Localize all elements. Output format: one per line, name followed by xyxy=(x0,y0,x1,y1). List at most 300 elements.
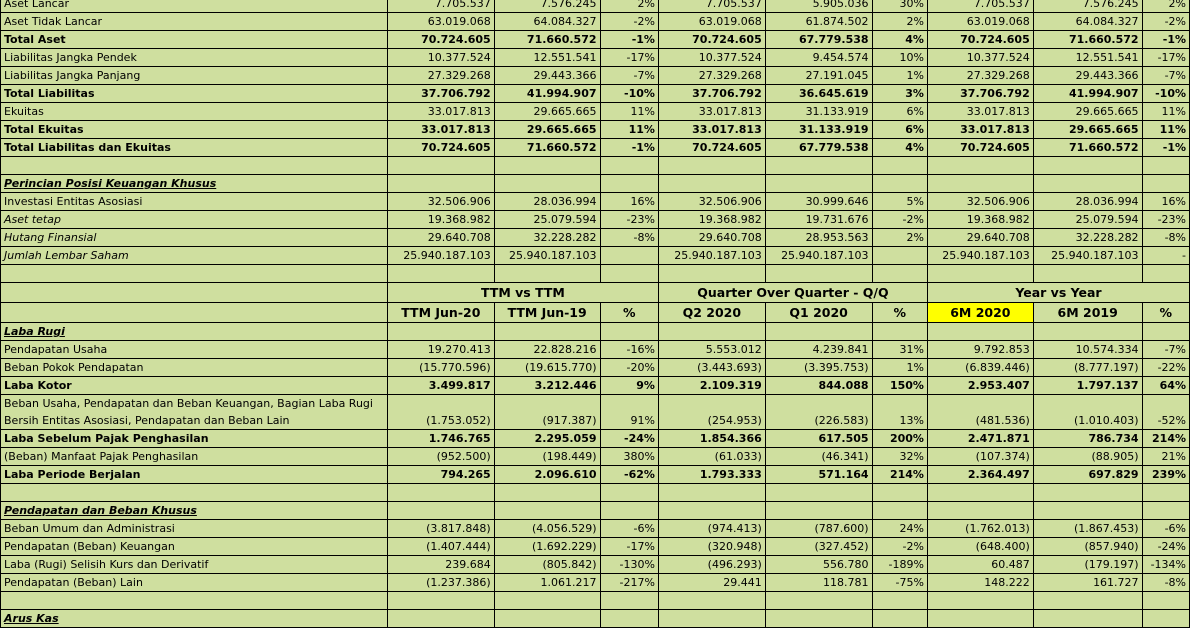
value-cell: 28.953.563 xyxy=(765,229,872,247)
value-cell: 19.368.982 xyxy=(927,211,1033,229)
value-cell: 571.164 xyxy=(765,466,872,484)
row-label: Pendapatan (Beban) Keuangan xyxy=(1,538,388,556)
value-cell: (805.842) xyxy=(494,556,600,574)
value-cell: 10.377.524 xyxy=(387,49,494,67)
value-cell: -20% xyxy=(600,359,658,377)
value-cell: 11% xyxy=(600,121,658,139)
value-cell: 36.645.619 xyxy=(765,85,872,103)
group-header-ttm: TTM vs TTM xyxy=(387,283,658,303)
value-cell: 1.061.217 xyxy=(494,574,600,592)
row-label: Total Ekuitas xyxy=(1,121,388,139)
value-cell: 7.576.245 xyxy=(1033,0,1142,13)
value-cell: 64% xyxy=(1142,377,1189,395)
table-row xyxy=(1,502,1190,520)
value-cell: (1.010.403) xyxy=(1033,395,1142,430)
value-cell: 27.329.268 xyxy=(387,67,494,85)
value-cell: 10.377.524 xyxy=(658,49,765,67)
value-cell xyxy=(1033,484,1142,502)
row-label xyxy=(1,157,388,175)
value-cell: 25.940.187.103 xyxy=(1033,247,1142,265)
value-cell: 31.133.919 xyxy=(765,103,872,121)
value-cell: 3.499.817 xyxy=(387,377,494,395)
value-cell xyxy=(1033,157,1142,175)
value-cell: -75% xyxy=(872,574,927,592)
value-cell xyxy=(872,610,927,628)
value-cell xyxy=(1142,323,1189,341)
value-cell: (481.536) xyxy=(927,395,1033,430)
row-label xyxy=(1,484,388,502)
table-row xyxy=(1,341,1190,359)
value-cell: 11% xyxy=(600,103,658,121)
column-header-q2-2020: Q2 2020 xyxy=(658,303,765,323)
row-label: Liabilitas Jangka Panjang xyxy=(1,67,388,85)
value-cell xyxy=(927,175,1033,193)
value-cell: (19.615.770) xyxy=(494,359,600,377)
value-cell xyxy=(600,592,658,610)
value-cell: 697.829 xyxy=(1033,466,1142,484)
value-cell: 21% xyxy=(1142,448,1189,466)
column-header-q1-2020: Q1 2020 xyxy=(765,303,872,323)
value-cell: 32.506.906 xyxy=(387,193,494,211)
value-cell: 31.133.919 xyxy=(765,121,872,139)
value-cell xyxy=(872,157,927,175)
value-cell xyxy=(1142,610,1189,628)
value-cell: 11% xyxy=(1142,121,1189,139)
value-cell xyxy=(600,247,658,265)
row-label: Beban Pokok Pendapatan xyxy=(1,359,388,377)
value-cell xyxy=(765,592,872,610)
column-header-6m-2019: 6M 2019 xyxy=(1033,303,1142,323)
value-cell: -17% xyxy=(1142,49,1189,67)
value-cell xyxy=(494,610,600,628)
value-cell: (4.056.529) xyxy=(494,520,600,538)
value-cell: 25.079.594 xyxy=(494,211,600,229)
value-cell xyxy=(1142,484,1189,502)
value-cell: 9.454.574 xyxy=(765,49,872,67)
value-cell: 2.953.407 xyxy=(927,377,1033,395)
value-cell: 3% xyxy=(872,85,927,103)
value-cell xyxy=(600,265,658,283)
value-cell: -7% xyxy=(1142,67,1189,85)
value-cell xyxy=(387,323,494,341)
value-cell: 70.724.605 xyxy=(658,31,765,49)
value-cell xyxy=(927,502,1033,520)
value-cell: (107.374) xyxy=(927,448,1033,466)
value-cell: -8% xyxy=(1142,574,1189,592)
value-cell: 10% xyxy=(872,49,927,67)
value-cell: 19.368.982 xyxy=(387,211,494,229)
table-row xyxy=(1,67,1190,85)
value-cell: -24% xyxy=(1142,538,1189,556)
value-cell: -6% xyxy=(1142,520,1189,538)
value-cell xyxy=(494,484,600,502)
value-cell: 29.443.366 xyxy=(1033,67,1142,85)
value-cell: (226.583) xyxy=(765,395,872,430)
value-cell: 29.640.708 xyxy=(927,229,1033,247)
value-cell: (15.770.596) xyxy=(387,359,494,377)
value-cell xyxy=(600,484,658,502)
row-label: Hutang Finansial xyxy=(1,229,388,247)
value-cell: -23% xyxy=(1142,211,1189,229)
row-label: Laba Sebelum Pajak Penghasilan xyxy=(1,430,388,448)
value-cell: (787.600) xyxy=(765,520,872,538)
row-label: Investasi Entitas Asosiasi xyxy=(1,193,388,211)
value-cell xyxy=(927,484,1033,502)
value-cell xyxy=(387,610,494,628)
table-row xyxy=(1,103,1190,121)
value-cell: (1.692.229) xyxy=(494,538,600,556)
value-cell: (3.395.753) xyxy=(765,359,872,377)
value-cell xyxy=(872,247,927,265)
row-label xyxy=(1,395,388,430)
value-cell: 25.940.187.103 xyxy=(658,247,765,265)
table-row xyxy=(1,193,1190,211)
value-cell: -1% xyxy=(600,31,658,49)
value-cell: 33.017.813 xyxy=(927,121,1033,139)
value-cell: 19.731.676 xyxy=(765,211,872,229)
row-label xyxy=(1,592,388,610)
value-cell xyxy=(765,157,872,175)
group-header-qoq: Quarter Over Quarter - Q/Q xyxy=(658,283,927,303)
value-cell: -1% xyxy=(1142,139,1189,157)
value-cell: 25.079.594 xyxy=(1033,211,1142,229)
value-cell xyxy=(1142,265,1189,283)
balance-sheet-section xyxy=(1,0,1190,283)
value-cell: 7.705.537 xyxy=(387,0,494,13)
value-cell: (974.413) xyxy=(658,520,765,538)
value-cell: (648.400) xyxy=(927,538,1033,556)
row-label: Perincian Posisi Keuangan Khusus xyxy=(1,175,388,193)
value-cell: 4% xyxy=(872,139,927,157)
value-cell: (1.237.386) xyxy=(387,574,494,592)
value-cell xyxy=(1142,175,1189,193)
value-cell: -6% xyxy=(600,520,658,538)
table-row xyxy=(1,323,1190,341)
value-cell: 5.553.012 xyxy=(658,341,765,359)
row-label xyxy=(1,265,388,283)
value-cell: 1.746.765 xyxy=(387,430,494,448)
row-label: Total Liabilitas xyxy=(1,85,388,103)
value-cell: 67.779.538 xyxy=(765,139,872,157)
value-cell: 161.727 xyxy=(1033,574,1142,592)
value-cell: 32.506.906 xyxy=(927,193,1033,211)
group-header-row xyxy=(1,283,1190,303)
value-cell xyxy=(1033,502,1142,520)
value-cell: -7% xyxy=(1142,341,1189,359)
value-cell: 29.640.708 xyxy=(387,229,494,247)
value-cell: 32% xyxy=(872,448,927,466)
value-cell: 16% xyxy=(1142,193,1189,211)
value-cell: (254.953) xyxy=(658,395,765,430)
value-cell: 32.228.282 xyxy=(494,229,600,247)
value-cell xyxy=(1033,265,1142,283)
table-row xyxy=(1,31,1190,49)
value-cell xyxy=(872,502,927,520)
value-cell xyxy=(1033,175,1142,193)
value-cell: (6.839.446) xyxy=(927,359,1033,377)
value-cell: 556.780 xyxy=(765,556,872,574)
value-cell: 1.793.333 xyxy=(658,466,765,484)
value-cell: -1% xyxy=(600,139,658,157)
value-cell xyxy=(387,175,494,193)
value-cell: (952.500) xyxy=(387,448,494,466)
value-cell: -10% xyxy=(1142,85,1189,103)
value-cell: 41.994.907 xyxy=(1033,85,1142,103)
value-cell xyxy=(600,323,658,341)
value-cell: 12.551.541 xyxy=(494,49,600,67)
value-cell: 61.874.502 xyxy=(765,13,872,31)
value-cell: -10% xyxy=(600,85,658,103)
value-cell: (1.753.052) xyxy=(387,395,494,430)
value-cell xyxy=(1033,610,1142,628)
column-header-6m-2020: 6M 2020 xyxy=(927,303,1033,323)
value-cell: 29.443.366 xyxy=(494,67,600,85)
column-header-blank xyxy=(1,303,388,323)
table-row xyxy=(1,520,1190,538)
value-cell: 37.706.792 xyxy=(927,85,1033,103)
row-label-line-1: Beban Usaha, Pendapatan dan Beban Keuangan, Bagian Laba Rugi xyxy=(4,397,373,410)
value-cell: (320.948) xyxy=(658,538,765,556)
value-cell: 4.239.841 xyxy=(765,341,872,359)
value-cell: 33.017.813 xyxy=(658,121,765,139)
value-cell xyxy=(387,265,494,283)
value-cell: 71.660.572 xyxy=(494,139,600,157)
value-cell: 9.792.853 xyxy=(927,341,1033,359)
row-label: Arus Kas xyxy=(1,610,388,628)
value-cell: 30% xyxy=(872,0,927,13)
value-cell: 380% xyxy=(600,448,658,466)
table-row xyxy=(1,430,1190,448)
value-cell: 70.724.605 xyxy=(927,139,1033,157)
value-cell: 27.191.045 xyxy=(765,67,872,85)
table-row xyxy=(1,139,1190,157)
value-cell xyxy=(658,157,765,175)
value-cell: 25.940.187.103 xyxy=(387,247,494,265)
value-cell xyxy=(765,502,872,520)
value-cell: 2% xyxy=(600,0,658,13)
value-cell: -7% xyxy=(600,67,658,85)
value-cell: 41.994.907 xyxy=(494,85,600,103)
value-cell xyxy=(927,323,1033,341)
value-cell: 10.574.334 xyxy=(1033,341,1142,359)
value-cell: 239% xyxy=(1142,466,1189,484)
row-label-line-2: Bersih Entitas Asosiasi, Pendapatan dan Beban Lain xyxy=(4,414,290,427)
value-cell: -2% xyxy=(600,13,658,31)
value-cell xyxy=(765,610,872,628)
income-statement-section xyxy=(1,323,1190,628)
value-cell: -62% xyxy=(600,466,658,484)
row-label: Laba (Rugi) Selisih Kurs dan Derivatif xyxy=(1,556,388,574)
value-cell: 2% xyxy=(872,13,927,31)
value-cell: 33.017.813 xyxy=(658,103,765,121)
value-cell xyxy=(872,592,927,610)
value-cell: 37.706.792 xyxy=(658,85,765,103)
value-cell xyxy=(1142,157,1189,175)
value-cell: -22% xyxy=(1142,359,1189,377)
value-cell xyxy=(765,265,872,283)
value-cell: - xyxy=(1142,247,1189,265)
value-cell: 200% xyxy=(872,430,927,448)
value-cell: (61.033) xyxy=(658,448,765,466)
column-header-yoy-pct: % xyxy=(1142,303,1189,323)
value-cell: 33.017.813 xyxy=(387,103,494,121)
value-cell: 794.265 xyxy=(387,466,494,484)
value-cell: -52% xyxy=(1142,395,1189,430)
table-row xyxy=(1,121,1190,139)
value-cell: 1% xyxy=(872,67,927,85)
value-cell: 27.329.268 xyxy=(658,67,765,85)
value-cell: 71.660.572 xyxy=(1033,31,1142,49)
value-cell: 617.505 xyxy=(765,430,872,448)
table-row xyxy=(1,359,1190,377)
value-cell xyxy=(658,502,765,520)
value-cell: 3.212.446 xyxy=(494,377,600,395)
value-cell: 6% xyxy=(872,121,927,139)
comparison-header xyxy=(1,283,1190,323)
row-label: Pendapatan dan Beban Khusus xyxy=(1,502,388,520)
value-cell: 2.109.319 xyxy=(658,377,765,395)
value-cell xyxy=(927,610,1033,628)
value-cell xyxy=(494,502,600,520)
value-cell xyxy=(658,484,765,502)
value-cell: 29.665.665 xyxy=(494,103,600,121)
value-cell: -24% xyxy=(600,430,658,448)
value-cell: 11% xyxy=(1142,103,1189,121)
value-cell: -2% xyxy=(872,211,927,229)
table-row xyxy=(1,466,1190,484)
value-cell: -134% xyxy=(1142,556,1189,574)
table-row xyxy=(1,377,1190,395)
value-cell: 32.506.906 xyxy=(658,193,765,211)
row-label: Jumlah Lembar Saham xyxy=(1,247,388,265)
value-cell: 7.705.537 xyxy=(658,0,765,13)
value-cell: (496.293) xyxy=(658,556,765,574)
value-cell: 13% xyxy=(872,395,927,430)
value-cell: 2% xyxy=(1142,0,1189,13)
value-cell xyxy=(494,592,600,610)
value-cell: 91% xyxy=(600,395,658,430)
row-label: Aset Lancar xyxy=(1,0,388,13)
value-cell: 29.441 xyxy=(658,574,765,592)
value-cell xyxy=(600,610,658,628)
value-cell: 63.019.068 xyxy=(658,13,765,31)
row-label: Aset Tidak Lancar xyxy=(1,13,388,31)
value-cell: 25.940.187.103 xyxy=(765,247,872,265)
value-cell: 33.017.813 xyxy=(387,121,494,139)
value-cell: -2% xyxy=(872,538,927,556)
value-cell xyxy=(927,265,1033,283)
value-cell: 2.364.497 xyxy=(927,466,1033,484)
value-cell: 7.576.245 xyxy=(494,0,600,13)
value-cell: -189% xyxy=(872,556,927,574)
value-cell: 28.036.994 xyxy=(1033,193,1142,211)
value-cell: (1.762.013) xyxy=(927,520,1033,538)
row-label: Pendapatan (Beban) Lain xyxy=(1,574,388,592)
value-cell: 6% xyxy=(872,103,927,121)
row-label: Total Liabilitas dan Ekuitas xyxy=(1,139,388,157)
column-header-ttm-pct: % xyxy=(600,303,658,323)
table-row xyxy=(1,574,1190,592)
value-cell xyxy=(765,175,872,193)
value-cell: 29.665.665 xyxy=(1033,103,1142,121)
table-row xyxy=(1,13,1190,31)
row-label: Ekuitas xyxy=(1,103,388,121)
value-cell xyxy=(658,610,765,628)
value-cell: -23% xyxy=(600,211,658,229)
value-cell: (3.443.693) xyxy=(658,359,765,377)
value-cell: 29.665.665 xyxy=(1033,121,1142,139)
value-cell: 70.724.605 xyxy=(387,31,494,49)
row-label: Laba Rugi xyxy=(1,323,388,341)
value-cell xyxy=(1033,323,1142,341)
value-cell xyxy=(927,592,1033,610)
table-row xyxy=(1,448,1190,466)
value-cell xyxy=(600,175,658,193)
value-cell xyxy=(494,157,600,175)
value-cell: 12.551.541 xyxy=(1033,49,1142,67)
value-cell: 19.368.982 xyxy=(658,211,765,229)
row-label: Laba Periode Berjalan xyxy=(1,466,388,484)
value-cell xyxy=(600,157,658,175)
value-cell: 32.228.282 xyxy=(1033,229,1142,247)
value-cell: 29.640.708 xyxy=(658,229,765,247)
table-row xyxy=(1,0,1190,13)
value-cell: (179.197) xyxy=(1033,556,1142,574)
value-cell: 22.828.216 xyxy=(494,341,600,359)
value-cell xyxy=(600,502,658,520)
value-cell: 4% xyxy=(872,31,927,49)
value-cell: 70.724.605 xyxy=(387,139,494,157)
row-label: Aset tetap xyxy=(1,211,388,229)
table-row xyxy=(1,211,1190,229)
value-cell xyxy=(387,157,494,175)
value-cell xyxy=(387,592,494,610)
value-cell xyxy=(1142,502,1189,520)
value-cell: 63.019.068 xyxy=(387,13,494,31)
value-cell: 71.660.572 xyxy=(1033,139,1142,157)
column-header-ttm-jun-19: TTM Jun-19 xyxy=(494,303,600,323)
value-cell xyxy=(872,265,927,283)
table-row xyxy=(1,610,1190,628)
value-cell: -16% xyxy=(600,341,658,359)
value-cell xyxy=(494,265,600,283)
value-cell: 70.724.605 xyxy=(658,139,765,157)
value-cell: (8.777.197) xyxy=(1033,359,1142,377)
value-cell: 64.084.327 xyxy=(494,13,600,31)
value-cell xyxy=(872,175,927,193)
value-cell: 60.487 xyxy=(927,556,1033,574)
value-cell xyxy=(658,265,765,283)
value-cell xyxy=(927,157,1033,175)
value-cell: 37.706.792 xyxy=(387,85,494,103)
value-cell: 1.854.366 xyxy=(658,430,765,448)
value-cell: -1% xyxy=(1142,31,1189,49)
value-cell xyxy=(765,323,872,341)
value-cell: (3.817.848) xyxy=(387,520,494,538)
value-cell: 214% xyxy=(872,466,927,484)
row-label: (Beban) Manfaat Pajak Penghasilan xyxy=(1,448,388,466)
table-row xyxy=(1,265,1190,283)
row-label: Laba Kotor xyxy=(1,377,388,395)
table-row xyxy=(1,592,1190,610)
value-cell: 2.096.610 xyxy=(494,466,600,484)
table-row xyxy=(1,247,1190,265)
value-cell: -8% xyxy=(600,229,658,247)
value-cell: 1.797.137 xyxy=(1033,377,1142,395)
value-cell xyxy=(1142,592,1189,610)
value-cell: 2.471.871 xyxy=(927,430,1033,448)
table-row xyxy=(1,484,1190,502)
